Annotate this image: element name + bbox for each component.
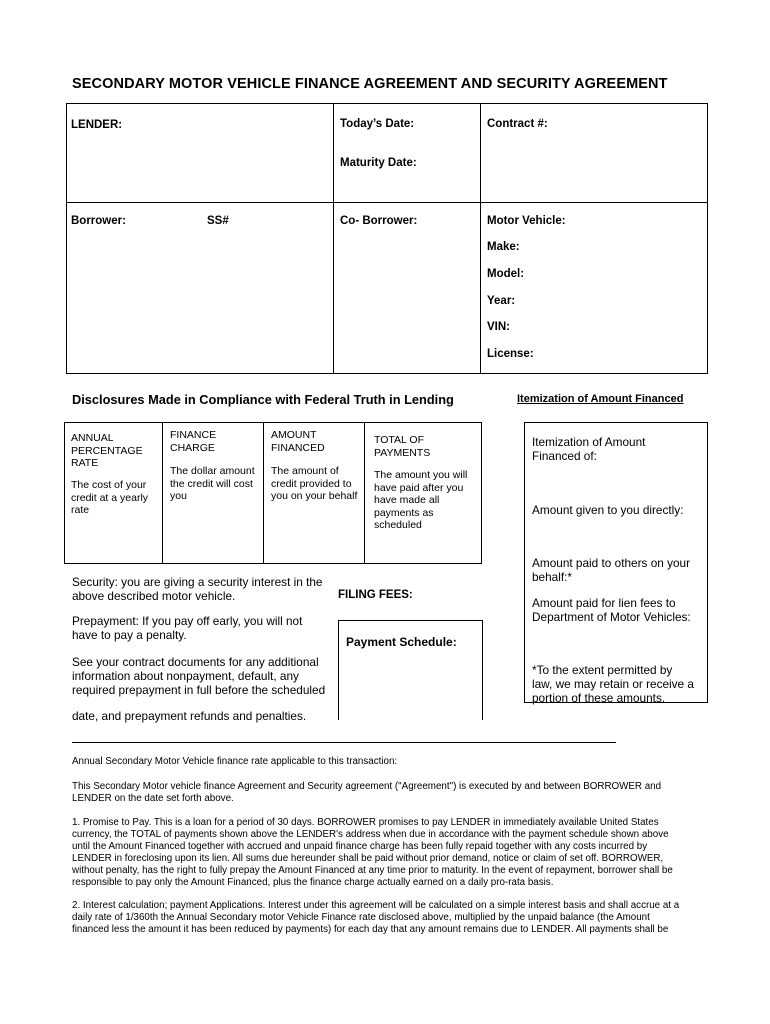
intro-paragraph: This Secondary Motor vehicle finance Agreement and Security agreement ("Agreement") is executed by and between BORROWER and LENDER on the date set forth above. — [72, 781, 662, 804]
itemization-heading: Itemization of Amount Financed — [517, 393, 684, 405]
todays-date-label: Today’s Date: — [340, 118, 415, 130]
header-box-right — [707, 103, 708, 374]
prepayment-disclosure: Prepayment: If you pay off early, you will not have to pay a penalty. — [72, 614, 303, 642]
amount-paid-to-others: Amount paid to others on your behalf:* — [532, 556, 691, 584]
payment-schedule-label: Payment Schedule: — [346, 635, 457, 649]
total-payments-title: TOTAL OF PAYMENTS — [374, 434, 431, 459]
amount-paid-lien-fees: Amount paid for lien fees to Department of Motor Vehicles: — [532, 596, 691, 624]
promise-to-pay-paragraph: 1. Promise to Pay. This is a loan for a period of 30 days. BORROWER promises to pay LENDER in immediately available United States currency, the TOTAL of payments shown above the LENDER's address when due in accordance with the payment schedule shown above until the Amount Financed together with accrued and unpaid finance charge has been fully repaid together with any costs incurred by LENDER in foreclosing upon its lien. All sums due hereunder shall be paid without prior demand, notice or claim of set off. BORROWER, without penalty, has the right to fully prepay the Amount Financed at any time prior to maturity. In the event of repayment, borrower shall be responsible to pay only the Amount Financed, plus the finance charge actually earned on a daily pro-rata basis. — [72, 817, 673, 888]
amount-given-directly: Amount given to you directly: — [532, 503, 684, 517]
contract-number-label: Contract #: — [487, 118, 548, 130]
itemization-box-top — [524, 422, 708, 423]
apr-description: The cost of your credit at a yearly rate — [71, 479, 149, 516]
header-box-top — [66, 103, 708, 104]
contract-documents-note-end: date, and prepayment refunds and penalties. — [72, 709, 307, 723]
borrower-label: Borrower: — [71, 215, 126, 227]
itemization-box-right — [707, 422, 708, 703]
model-label: Model: — [487, 268, 525, 280]
apr-title: ANNUAL PERCENTAGE RATE — [71, 432, 143, 469]
horizontal-rule — [72, 742, 616, 743]
tila-divider-1 — [162, 422, 163, 564]
maturity-date-label: Maturity Date: — [340, 157, 417, 169]
finance-charge-title: FINANCE CHARGE — [170, 429, 217, 454]
header-box-divider-2 — [480, 103, 481, 374]
tila-box-right — [481, 422, 482, 564]
header-box-row-divider — [66, 202, 708, 203]
itemization-label: Itemization of Amount Financed of: — [532, 435, 646, 463]
lender-label: LENDER: — [71, 119, 123, 131]
total-payments-description: The amount you will have paid after you have made all payments as scheduled — [374, 469, 468, 531]
filing-fees-label: FILING FEES: — [338, 589, 413, 601]
ssn-label: SS# — [207, 215, 229, 227]
tila-divider-2 — [263, 422, 264, 564]
license-label: License: — [487, 348, 534, 360]
header-box-divider-1 — [333, 103, 334, 374]
document-title: SECONDARY MOTOR VEHICLE FINANCE AGREEMENT AND SECURITY AGREEMENT — [72, 76, 668, 92]
year-label: Year: — [487, 295, 516, 307]
tila-box-left — [64, 422, 65, 564]
vin-label: VIN: — [487, 321, 510, 333]
co-borrower-label: Co- Borrower: — [340, 215, 418, 227]
security-disclosure: Security: you are giving a security interest in the above described motor vehicle. — [72, 575, 323, 603]
header-box-bottom — [66, 373, 708, 374]
make-label: Make: — [487, 241, 520, 253]
payment-schedule-box-left — [338, 620, 339, 720]
tila-divider-3 — [364, 422, 365, 564]
finance-rate-line: Annual Secondary Motor Vehicle finance rate applicable to this transaction: — [72, 756, 398, 767]
disclosures-heading: Disclosures Made in Compliance with Federal Truth in Lending — [72, 392, 454, 407]
itemization-box-left — [524, 422, 525, 703]
payment-schedule-box-right — [482, 620, 483, 720]
itemization-footnote: *To the extent permitted by law, we may retain or receive a portion of these amounts. — [532, 663, 694, 705]
tila-box-bottom — [64, 563, 482, 564]
header-box-left — [66, 103, 67, 374]
motor-vehicle-label: Motor Vehicle: — [487, 215, 566, 227]
finance-charge-description: The dollar amount the credit will cost you — [170, 465, 255, 502]
amount-financed-description: The amount of credit provided to you on your behalf — [271, 465, 358, 502]
contract-documents-note: See your contract documents for any additional information about nonpayment, default, any required prepayment in full before the scheduled — [72, 655, 326, 697]
tila-box-top — [64, 422, 482, 423]
payment-schedule-box-top — [338, 620, 483, 621]
amount-financed-title: AMOUNT FINANCED — [271, 429, 325, 454]
interest-calculation-paragraph: 2. Interest calculation; payment Applications. Interest under this agreement will be calculated on a simple interest basis and shall accrue at a daily rate of 1/360th the Annual Secondary motor Vehicle Finance rate disclosed above, multiplied by the unpaid balance (the Amount financed less the amount it has been reduced by payments) for each day that any amount remains due to LENDER. All payments shall be — [72, 900, 680, 935]
